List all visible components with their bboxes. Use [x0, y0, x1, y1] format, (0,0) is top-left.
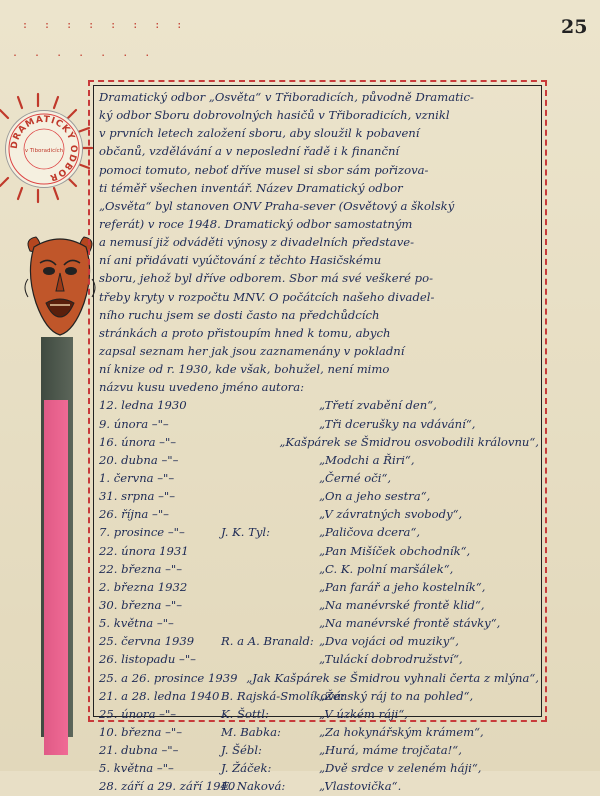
play-author: [221, 451, 313, 469]
play-title: „Na manévrské frontě stávky“,: [319, 616, 501, 631]
play-author: [221, 669, 240, 687]
list-item: [99, 705, 539, 723]
play-date: 20. dubna –"–: [99, 452, 179, 467]
play-title: „Hurá, máme trojčata!“,: [319, 743, 462, 758]
play-title: „Černé oči“,: [319, 470, 392, 485]
paragraph-line: ního ruchu jsem se dosti často na předchůdcích: [99, 307, 380, 322]
play-author: [221, 578, 313, 596]
play-author: [221, 396, 313, 414]
play-date: 26. listopadu –"–: [99, 652, 196, 667]
paragraph-line: sboru, jehož byl dříve odborem. Sbor má své veškeré po-: [99, 271, 433, 286]
play-author: [199, 433, 274, 451]
play-date: 5. května –"–: [99, 761, 174, 776]
list-item: [99, 505, 539, 523]
paragraph-line: „Osvěta“ byl stanoven ONV Praha-sever (Osvětový a školský: [99, 198, 455, 213]
paragraph-line: referát) v roce 1948. Dramatický odbor samostatným: [99, 216, 413, 231]
play-author: M. Babka:: [221, 724, 281, 739]
paragraph-line: ký odbor Sboru dobrovolných hasičů v Třiboradicích, vznikl: [99, 108, 450, 123]
play-title: „Jak Kašpárek se Šmidrou vyhnali čerta z mlýna“,: [246, 670, 539, 685]
play-title: „Dvě srdce v zeleném háji“,: [319, 761, 482, 776]
play-title: „Za hokynářským krámem“,: [319, 724, 484, 739]
play-author: [221, 505, 313, 523]
play-date: 7. prosince –"–: [99, 525, 185, 540]
paragraph-line: zapsal seznam her jak jsou zaznamenány v pokladní: [99, 343, 405, 358]
list-item: [99, 650, 539, 668]
paragraph-line: občanů, vzdělávání a v neposlední řadě i k finanční: [99, 144, 400, 159]
play-title: „Tuláckí dobrodružství“,: [319, 652, 463, 667]
play-author: [221, 487, 313, 505]
decorative-dots-left: . . . . . . .: [12, 48, 156, 59]
play-title: „Pan Mišíček obchodník“,: [319, 543, 471, 558]
list-item: [99, 542, 539, 560]
list-item: [99, 723, 539, 741]
play-date: 12. ledna 1930: [99, 398, 187, 413]
play-author: J. K. Tyl:: [221, 525, 271, 540]
play-title: „Pan farář a jeho kostelník“,: [319, 579, 486, 594]
list-item: [99, 687, 539, 705]
play-author: J. Šébl:: [221, 743, 262, 758]
play-date: 30. března –"–: [99, 597, 183, 612]
paragraph-line: pomoci tomuto, neboť dříve musel si sbor sám pořizova-: [99, 162, 429, 177]
play-date: 25. února –"–: [99, 706, 177, 721]
theatre-mask-icon: [22, 233, 98, 337]
play-title: „Třetí zvabění den“,: [319, 398, 437, 413]
play-title: „Tři dcerušky na vdávání“,: [319, 416, 476, 431]
play-title: „Modchi a Řiri“,: [319, 452, 415, 467]
decorative-pink-bar: [44, 400, 68, 755]
paragraph-line: a nemusí již odváděti výnosy z divadelních představe-: [99, 235, 415, 250]
play-title: „On a jeho sestra“,: [319, 489, 431, 504]
decorative-dots-top: : : : : : : : :: [22, 20, 188, 31]
play-author: B. Rajská-Smolíková:: [221, 688, 345, 703]
stamp-ring-text: DRAMATICKÝ ODBOR: [9, 114, 79, 183]
play-title: „V závratných svobody“,: [319, 507, 463, 522]
list-item: [99, 396, 539, 414]
play-title: „Na manévrské frontě klid“,: [319, 597, 485, 612]
play-date: 28. září a 29. září 1940: [99, 779, 236, 794]
list-item: [99, 451, 539, 469]
play-author: [221, 596, 313, 614]
play-author: E. Naková:: [221, 779, 286, 794]
list-item: [99, 469, 539, 487]
chronicle-paragraph: [99, 88, 539, 396]
list-item: [99, 523, 539, 541]
play-date: 9. února –"–: [99, 416, 169, 431]
play-title: „V úzkém ráji“,: [319, 706, 408, 721]
play-author: [221, 542, 313, 560]
stamp-center-text: v Tiboradicích: [24, 148, 64, 154]
paragraph-line: Dramatický odbor „Osvěta“ v Třiboradicích, původně Dramatic-: [99, 90, 474, 104]
list-item: [99, 560, 539, 578]
list-item: [99, 614, 539, 632]
paragraph-line: ní ani přidávati vyúčtování z těchto Hasičskému: [99, 253, 382, 268]
paragraph-line: názvu kusu uvedeno jméno autora:: [99, 380, 305, 395]
paragraph-line: stránkách a proto přistoupím hned k tomu, abych: [99, 325, 391, 340]
play-date: 2. března 1932: [99, 579, 188, 594]
play-author: K. Šottl:: [221, 706, 269, 721]
play-title: „Kašpárek se Šmidrou osvobodili královnu“,: [279, 434, 539, 449]
list-item: [99, 632, 539, 650]
play-date: 26. října –"–: [99, 507, 169, 522]
play-title: „Ženský ráj to na pohled“,: [319, 688, 474, 703]
play-date: 5. května –"–: [99, 616, 174, 631]
play-date: 25. a 26. prosince 1939: [99, 670, 238, 685]
play-author: [221, 650, 313, 668]
play-list: [99, 396, 539, 795]
play-date: 31. srpna –"–: [99, 489, 176, 504]
paragraph-line: ti téměř všechen inventář. Název Dramatický odbor: [99, 180, 403, 195]
play-title: „Dva vojáci od muziky“,: [319, 634, 459, 649]
play-author: J. Žáček:: [221, 761, 272, 776]
paragraph-line: třeby kryty v rozpočtu MNV. O počátcích našeho divadel-: [99, 289, 435, 304]
play-date: 25. června 1939: [99, 634, 195, 649]
play-date: 16. února –"–: [99, 434, 177, 449]
list-item: [99, 759, 539, 777]
play-date: 10. března –"–: [99, 724, 183, 739]
list-item: [99, 777, 539, 795]
play-title: „Vlastovička“.: [319, 779, 402, 794]
page-number: 25: [561, 16, 588, 38]
list-item: [99, 669, 539, 687]
play-date: 21. a 28. ledna 1940: [99, 688, 220, 703]
play-author: [221, 415, 313, 433]
list-item: [99, 596, 539, 614]
list-item: [99, 741, 539, 759]
play-author: R. a A. Branald:: [221, 634, 314, 649]
play-date: 21. dubna –"–: [99, 743, 179, 758]
list-item: [99, 433, 539, 451]
play-author: [221, 614, 313, 632]
list-item: [99, 415, 539, 433]
paragraph-line: v prvních letech založení sboru, aby sloužil k pobavení: [99, 126, 420, 141]
dramatic-society-stamp: [5, 110, 83, 188]
play-author: [221, 469, 313, 487]
list-item: [99, 578, 539, 596]
handwritten-chronicle-text: [99, 88, 539, 795]
play-author: [221, 560, 313, 578]
play-title: „C. K. polní maršálek“,: [319, 561, 454, 576]
list-item: [99, 487, 539, 505]
play-date: 22. března –"–: [99, 561, 183, 576]
paragraph-line: ní knize od r. 1930, kde však, bohužel, není mimo: [99, 362, 390, 377]
play-title: „Paličova dcera“,: [319, 525, 421, 540]
play-date: 22. února 1931: [99, 543, 189, 558]
play-date: 1. června –"–: [99, 470, 175, 485]
